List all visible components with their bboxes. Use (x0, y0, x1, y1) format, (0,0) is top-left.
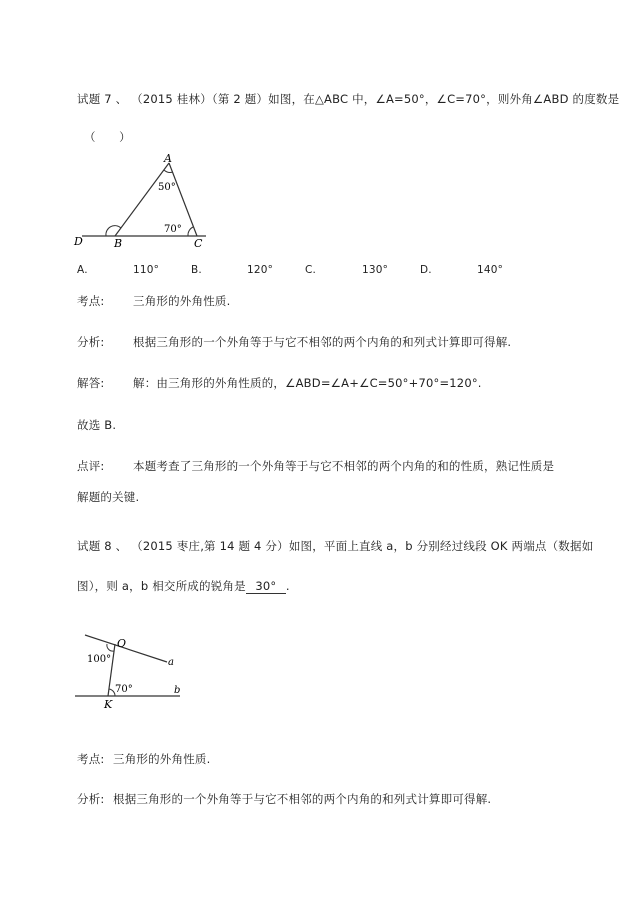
q7-option-a-letter: A. (77, 264, 88, 276)
q8-label-b: b (174, 685, 181, 696)
q7-option-c-value: 130° (362, 264, 389, 276)
q8-stem-line-2 (77, 578, 290, 594)
q7-dianping-text-1: 本题考查了三角形的一个外角等于与它不相邻的两个内角的和的性质，熟记性质是 (133, 459, 555, 473)
q7-jieda-text: 解：由三角形的外角性质的，∠ABD=∠A+∠C=50°+70°=120°. (133, 376, 482, 390)
q7-label-a: A (164, 152, 172, 165)
q7-jieda-label: 解答: (77, 376, 105, 390)
q7-option-b-letter: B. (191, 264, 202, 276)
q7-label-c: C (194, 237, 203, 250)
q7-label-b: B (114, 237, 123, 250)
q7-option-a-value: 110° (133, 264, 160, 276)
q7-stem: 试题 7 、 （2015 桂林）（第 2 题）如图，在△ABC 中，∠A=50°，∠C=70°，则外角∠ABD 的度数是 (77, 92, 620, 106)
q8-stem-line-1: 试题 8 、 （2015 枣庄,第 14 题 4 分）如图，平面上直线 a，b 分别经过线段 OK 两端点（数据如 (77, 539, 594, 553)
q8-label-o: O (117, 637, 127, 650)
q8-label-a: a (168, 657, 174, 668)
q7-option-d-value: 140° (477, 264, 504, 276)
q8-fenxi-text: 根据三角形的一个外角等于与它不相邻的两个内角的和列式计算即可得解. (113, 792, 492, 806)
q7-angle-c-label: 70° (164, 224, 182, 235)
q7-guxuan: 故选 B. (77, 418, 117, 432)
q7-angle-a-label: 50° (158, 182, 176, 193)
q7-dianping-text-2: 解题的关键. (77, 490, 140, 504)
q7-side-ab (115, 163, 169, 236)
q7-triangle-figure (70, 150, 220, 250)
q7-option-d-letter: D. (420, 264, 432, 276)
q7-kaodian-label: 考点: (77, 294, 105, 308)
q7-kaodian-text: 三角形的外角性质. (133, 294, 231, 308)
q7-option-b-value: 120° (247, 264, 274, 276)
q8-answer: 30° (246, 579, 286, 594)
q8-angle-k-label: 70° (115, 684, 133, 695)
q8-stem-text: 图），则 a，b 相交所成的锐角是 (77, 579, 246, 593)
q8-kaodian-label: 考点: (77, 752, 105, 766)
q8-label-k: K (104, 698, 113, 711)
q8-kaodian-text: 三角形的外角性质. (113, 752, 211, 766)
q7-dianping-label: 点评: (77, 459, 105, 473)
q8-stem-end: . (285, 579, 290, 593)
q8-segment-ok (108, 644, 115, 696)
q7-fenxi-label: 分析: (77, 335, 105, 349)
q8-fenxi-label: 分析: (77, 792, 105, 806)
q7-option-c-letter: C. (305, 264, 317, 276)
q7-arc-c (188, 227, 193, 236)
q7-label-d: D (74, 235, 83, 248)
q7-answer-blank: （ ） (84, 130, 131, 144)
q8-angle-o-label: 100° (87, 654, 112, 665)
q8-lines-figure (75, 630, 195, 710)
q7-fenxi-text: 根据三角形的一个外角等于与它不相邻的两个内角的和列式计算即可得解. (133, 335, 512, 349)
q8-arc-o (107, 644, 114, 651)
